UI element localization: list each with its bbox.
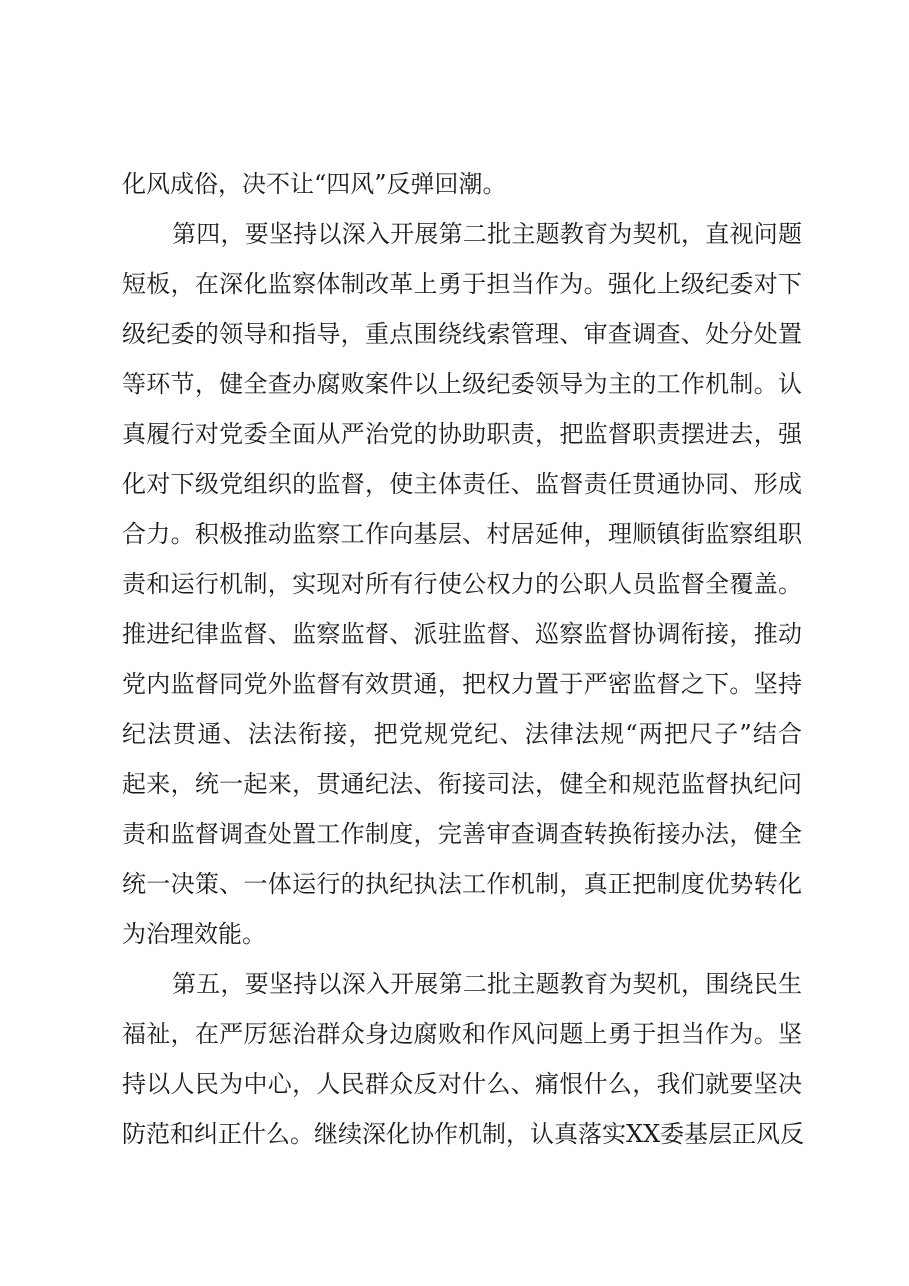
- text-line: 合力。积极推动监察工作向基层、村居延伸，理顺镇街监察组职: [122, 520, 802, 548]
- text-line: 真履行对党委全面从严治党的协助职责，把监督职责摆进去，强: [122, 420, 802, 448]
- text-line: 级纪委的领导和指导，重点围绕线索管理、审查调查、处分处置: [122, 320, 802, 348]
- text-line: 防范和纠正什么。继续深化协作机制，认真落实XX委基层正风反: [122, 1120, 805, 1148]
- paragraph-start-line: 第五，要坚持以深入开展第二批主题教育为契机，围绕民生: [172, 970, 802, 998]
- text-line: 化对下级党组织的监督，使主体责任、监督责任贯通协同、形成: [122, 470, 802, 498]
- text-line: 为治理效能。: [122, 920, 266, 948]
- text-line: 党内监督同党外监督有效贯通，把权力置于严密监督之下。坚持: [122, 670, 802, 698]
- text-line: 推进纪律监督、监察监督、派驻监督、巡察监督协调衔接，推动: [122, 620, 802, 648]
- text-line: 责和监督调查处置工作制度，完善审查调查转换衔接办法，健全: [122, 820, 802, 848]
- text-line: 持以人民为中心，人民群众反对什么、痛恨什么，我们就要坚决: [122, 1070, 802, 1098]
- text-line: 化风成俗，决不让“四风”反弹回潮。: [122, 170, 507, 198]
- text-line: 短板，在深化监察体制改革上勇于担当作为。强化上级纪委对下: [122, 270, 802, 298]
- text-line: 福祉，在严厉惩治群众身边腐败和作风问题上勇于担当作为。坚: [122, 1020, 802, 1048]
- text-line: 起来，统一起来，贯通纪法、衔接司法，健全和规范监督执纪问: [122, 770, 802, 798]
- text-line: 纪法贯通、法法衔接，把党规党纪、法律法规“两把尺子”结合: [122, 720, 802, 748]
- paragraph-start-line: 第四，要坚持以深入开展第二批主题教育为契机，直视问题: [172, 220, 802, 248]
- text-line: 责和运行机制，实现对所有行使公权力的公职人员监督全覆盖。: [122, 570, 802, 598]
- text-line: 统一决策、一体运行的执纪执法工作机制，真正把制度优势转化: [122, 870, 802, 898]
- text-line: 等环节，健全查办腐败案件以上级纪委领导为主的工作机制。认: [122, 370, 802, 398]
